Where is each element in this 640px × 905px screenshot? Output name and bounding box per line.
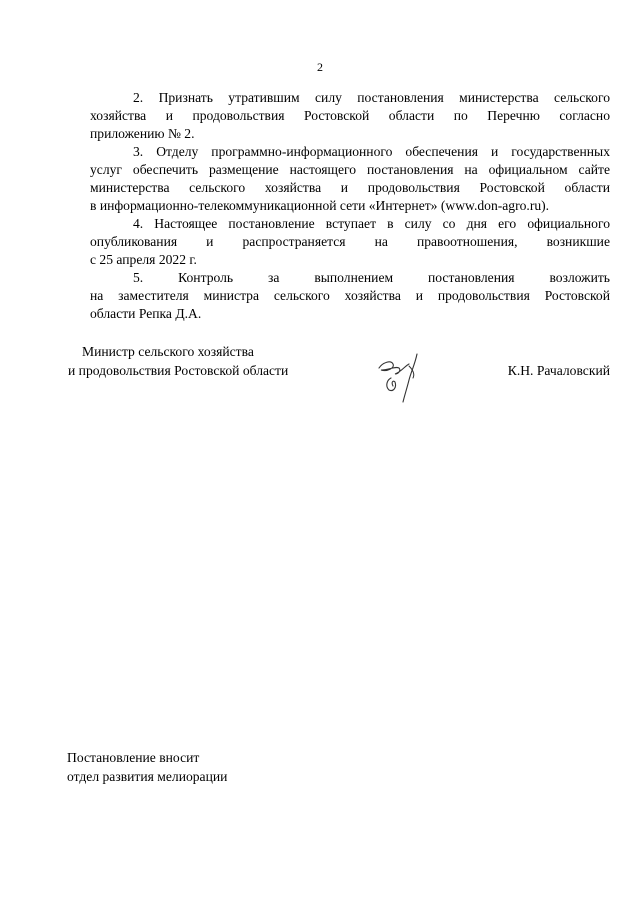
- paragraph-2: [90, 89, 610, 143]
- paragraph-2-line-3: приложению № 2.: [90, 126, 195, 141]
- paragraph-3-line-3: министерства сельского хозяйства и продовольствия Ростовской области: [90, 180, 610, 195]
- page-number: 2: [317, 60, 323, 74]
- paragraph-5: [90, 269, 610, 323]
- signatory-title-line-2: и продовольствия Ростовской области: [68, 363, 289, 378]
- paragraph-3: [90, 143, 610, 215]
- handwritten-signature: [365, 350, 445, 410]
- footer-line-1: Постановление вносит: [67, 750, 200, 765]
- signatory-name: К.Н. Рачаловский: [507, 363, 610, 378]
- paragraph-4: [90, 215, 610, 269]
- paragraph-3-line-2: услуг обеспечить размещение настоящего постановления на официальном сайте: [90, 162, 610, 177]
- paragraph-5-line-2: на заместителя министра сельского хозяйства и продовольствия Ростовской: [90, 288, 610, 303]
- footer-line-2: отдел развития мелиорации: [67, 769, 228, 784]
- paragraph-3-line-4: в информационно-телекоммуникационной сети «Интернет» (www.don-agro.ru).: [90, 198, 550, 213]
- paragraph-2-line-2: хозяйства и продовольствия Ростовской области по Перечню согласно: [90, 108, 610, 123]
- paragraph-3-line-1: 3. Отделу программно-информационного обеспечения и государственных: [133, 144, 610, 159]
- signatory-title-line-1: Министр сельского хозяйства: [82, 344, 254, 359]
- paragraph-4-line-1: 4. Настоящее постановление вступает в силу со дня его официального: [133, 216, 610, 231]
- paragraph-5-line-1: 5. Контроль за выполнением постановления возложить: [133, 270, 610, 285]
- paragraph-5-line-3: области Репка Д.А.: [90, 306, 202, 321]
- paragraph-4-line-3: с 25 апреля 2022 г.: [90, 252, 197, 267]
- paragraph-2-line-1: 2. Признать утратившим силу постановления министерства сельского: [133, 90, 610, 105]
- paragraph-4-line-2: опубликования и распространяется на правоотношения, возникшие: [90, 234, 610, 249]
- footer-note: [67, 748, 227, 786]
